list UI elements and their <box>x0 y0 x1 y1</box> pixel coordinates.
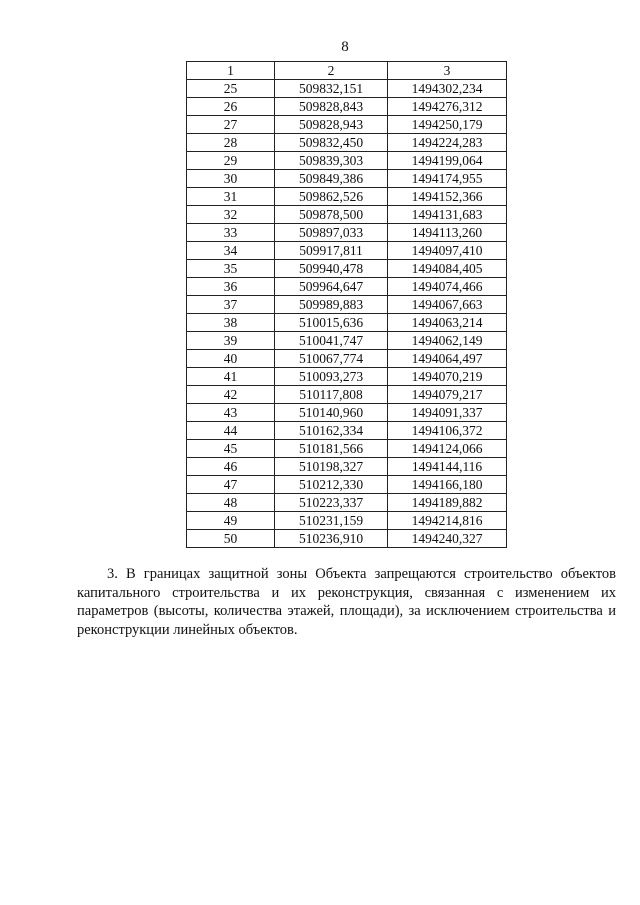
restriction-paragraph: 3. В границах защитной зоны Объекта запрещаются строительство объектов капитального строительства и их реконструкция, связанная с изменением их параметров (высоты, количества этажей, площади), за исключением строительства и реконструкции линейных объектов. <box>77 566 616 638</box>
cell-point-number: 46 <box>187 458 275 476</box>
cell-point-number: 31 <box>187 188 275 206</box>
cell-x-coordinate: 509862,526 <box>275 188 388 206</box>
cell-y-coordinate: 1494144,116 <box>388 458 507 476</box>
cell-point-number: 48 <box>187 494 275 512</box>
column-header-x: 2 <box>275 62 388 80</box>
cell-y-coordinate: 1494214,816 <box>388 512 507 530</box>
cell-x-coordinate: 509940,478 <box>275 260 388 278</box>
cell-y-coordinate: 1494189,882 <box>388 494 507 512</box>
cell-x-coordinate: 509828,843 <box>275 98 388 116</box>
table-row <box>187 206 507 224</box>
cell-point-number: 45 <box>187 440 275 458</box>
cell-y-coordinate: 1494074,466 <box>388 278 507 296</box>
cell-y-coordinate: 1494091,337 <box>388 404 507 422</box>
cell-x-coordinate: 510041,747 <box>275 332 388 350</box>
cell-x-coordinate: 509832,151 <box>275 80 388 98</box>
cell-point-number: 32 <box>187 206 275 224</box>
table-row <box>187 386 507 404</box>
cell-point-number: 27 <box>187 116 275 134</box>
column-header-y: 3 <box>388 62 507 80</box>
table-row <box>187 314 507 332</box>
cell-point-number: 39 <box>187 332 275 350</box>
cell-point-number: 41 <box>187 368 275 386</box>
cell-x-coordinate: 510140,960 <box>275 404 388 422</box>
table-header-row <box>187 62 507 80</box>
cell-point-number: 36 <box>187 278 275 296</box>
cell-point-number: 33 <box>187 224 275 242</box>
table-row <box>187 458 507 476</box>
cell-y-coordinate: 1494084,405 <box>388 260 507 278</box>
cell-x-coordinate: 510236,910 <box>275 530 388 548</box>
cell-y-coordinate: 1494276,312 <box>388 98 507 116</box>
table-row <box>187 278 507 296</box>
table-row <box>187 152 507 170</box>
table-body <box>187 80 507 548</box>
cell-y-coordinate: 1494067,663 <box>388 296 507 314</box>
cell-point-number: 40 <box>187 350 275 368</box>
cell-x-coordinate: 509878,500 <box>275 206 388 224</box>
cell-y-coordinate: 1494063,214 <box>388 314 507 332</box>
table-row <box>187 368 507 386</box>
cell-point-number: 28 <box>187 134 275 152</box>
cell-y-coordinate: 1494250,179 <box>388 116 507 134</box>
cell-point-number: 43 <box>187 404 275 422</box>
cell-y-coordinate: 1494097,410 <box>388 242 507 260</box>
table-row <box>187 116 507 134</box>
cell-x-coordinate: 510117,808 <box>275 386 388 404</box>
cell-x-coordinate: 509897,033 <box>275 224 388 242</box>
cell-point-number: 44 <box>187 422 275 440</box>
cell-x-coordinate: 509989,883 <box>275 296 388 314</box>
cell-y-coordinate: 1494106,372 <box>388 422 507 440</box>
cell-point-number: 30 <box>187 170 275 188</box>
column-header-point: 1 <box>187 62 275 80</box>
page-number: 8 <box>341 39 349 55</box>
table-row <box>187 170 507 188</box>
cell-y-coordinate: 1494224,283 <box>388 134 507 152</box>
cell-x-coordinate: 510067,774 <box>275 350 388 368</box>
cell-x-coordinate: 510181,566 <box>275 440 388 458</box>
cell-point-number: 42 <box>187 386 275 404</box>
cell-point-number: 37 <box>187 296 275 314</box>
cell-y-coordinate: 1494131,683 <box>388 206 507 224</box>
table-row <box>187 404 507 422</box>
cell-point-number: 47 <box>187 476 275 494</box>
cell-y-coordinate: 1494302,234 <box>388 80 507 98</box>
table-row <box>187 422 507 440</box>
cell-x-coordinate: 509849,386 <box>275 170 388 188</box>
cell-y-coordinate: 1494062,149 <box>388 332 507 350</box>
cell-x-coordinate: 509832,450 <box>275 134 388 152</box>
cell-x-coordinate: 510162,334 <box>275 422 388 440</box>
table-row <box>187 350 507 368</box>
table-row <box>187 296 507 314</box>
table-row <box>187 530 507 548</box>
table-row <box>187 134 507 152</box>
cell-point-number: 38 <box>187 314 275 332</box>
table-row <box>187 260 507 278</box>
cell-y-coordinate: 1494199,064 <box>388 152 507 170</box>
table-header <box>187 62 507 80</box>
table-row <box>187 80 507 98</box>
cell-y-coordinate: 1494064,497 <box>388 350 507 368</box>
cell-point-number: 50 <box>187 530 275 548</box>
cell-x-coordinate: 510212,330 <box>275 476 388 494</box>
cell-y-coordinate: 1494079,217 <box>388 386 507 404</box>
coordinates-table <box>186 61 507 548</box>
cell-point-number: 29 <box>187 152 275 170</box>
cell-point-number: 49 <box>187 512 275 530</box>
table-row <box>187 188 507 206</box>
cell-y-coordinate: 1494113,260 <box>388 224 507 242</box>
cell-x-coordinate: 509917,811 <box>275 242 388 260</box>
cell-point-number: 25 <box>187 80 275 98</box>
cell-y-coordinate: 1494240,327 <box>388 530 507 548</box>
table-row <box>187 98 507 116</box>
cell-point-number: 35 <box>187 260 275 278</box>
cell-y-coordinate: 1494152,366 <box>388 188 507 206</box>
cell-y-coordinate: 1494166,180 <box>388 476 507 494</box>
cell-x-coordinate: 509839,303 <box>275 152 388 170</box>
cell-x-coordinate: 510015,636 <box>275 314 388 332</box>
cell-y-coordinate: 1494070,219 <box>388 368 507 386</box>
cell-x-coordinate: 510231,159 <box>275 512 388 530</box>
table-row <box>187 512 507 530</box>
cell-x-coordinate: 510223,337 <box>275 494 388 512</box>
table-row <box>187 494 507 512</box>
cell-x-coordinate: 509964,647 <box>275 278 388 296</box>
cell-y-coordinate: 1494124,066 <box>388 440 507 458</box>
cell-point-number: 26 <box>187 98 275 116</box>
table-row <box>187 242 507 260</box>
cell-x-coordinate: 509828,943 <box>275 116 388 134</box>
table-row <box>187 332 507 350</box>
cell-x-coordinate: 510198,327 <box>275 458 388 476</box>
cell-y-coordinate: 1494174,955 <box>388 170 507 188</box>
cell-point-number: 34 <box>187 242 275 260</box>
table-row <box>187 476 507 494</box>
table-row <box>187 224 507 242</box>
cell-x-coordinate: 510093,273 <box>275 368 388 386</box>
table-row <box>187 440 507 458</box>
